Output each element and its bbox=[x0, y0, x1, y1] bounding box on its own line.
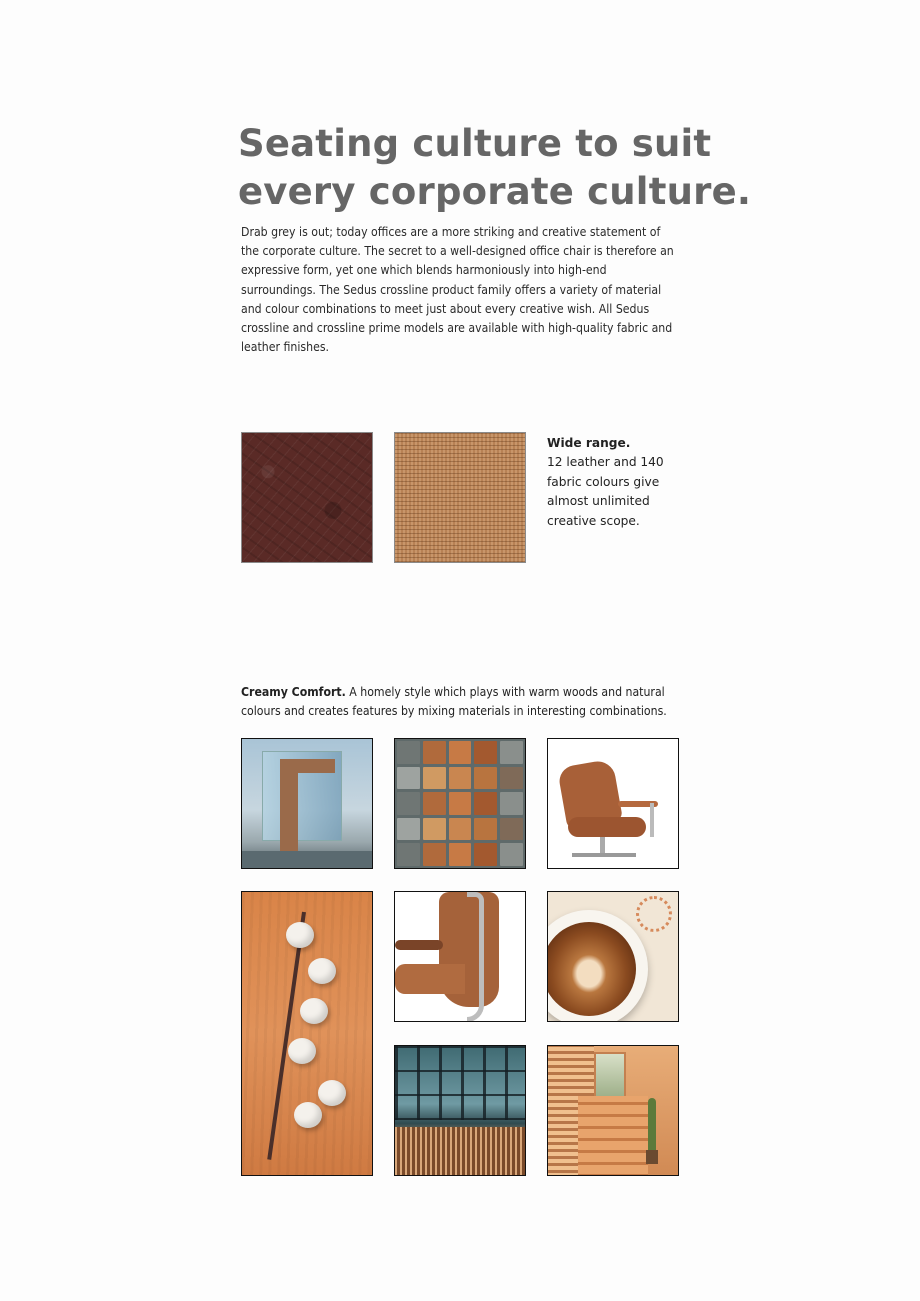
stone-tile bbox=[474, 818, 497, 841]
cotton-branch-photo bbox=[241, 891, 373, 1176]
stone-tile bbox=[449, 792, 472, 815]
stone-tile bbox=[500, 818, 523, 841]
stone-tile bbox=[397, 767, 420, 790]
stone-tiles-photo bbox=[394, 738, 526, 869]
stone-tile bbox=[397, 843, 420, 866]
stone-tile bbox=[423, 767, 446, 790]
stone-tile bbox=[449, 843, 472, 866]
creamy-comfort-caption bbox=[241, 683, 701, 721]
glass-building-photo bbox=[241, 738, 373, 869]
page-title bbox=[238, 120, 858, 216]
page-title-line-2: every corporate culture. bbox=[238, 170, 752, 213]
coffee-cup-photo bbox=[547, 891, 679, 1022]
creamy-comfort-title: Creamy Comfort. bbox=[241, 685, 346, 699]
stone-tile bbox=[500, 741, 523, 764]
stone-tile bbox=[423, 792, 446, 815]
fabric-swatch-image bbox=[394, 432, 526, 563]
office-chair-photo bbox=[547, 738, 679, 869]
stone-tile bbox=[500, 792, 523, 815]
stone-tile bbox=[397, 818, 420, 841]
stone-tile bbox=[474, 767, 497, 790]
stone-tile bbox=[449, 818, 472, 841]
wide-range-caption bbox=[547, 434, 677, 531]
creamy-comfort-text: A homely style which plays with warm woods and natural colours and creates features by mixing materials in interesting combinations. bbox=[241, 685, 667, 719]
page-title-line-1: Seating culture to suit bbox=[238, 122, 712, 165]
stone-tile bbox=[397, 741, 420, 764]
stone-tile bbox=[500, 843, 523, 866]
wide-range-text: 12 leather and 140 fabric colours give almost unlimited creative scope. bbox=[547, 455, 664, 528]
stone-tile bbox=[474, 843, 497, 866]
wooden-staircase-photo bbox=[547, 1045, 679, 1176]
glass-facade-photo bbox=[394, 1045, 526, 1176]
stone-tile bbox=[423, 741, 446, 764]
stone-tile bbox=[423, 818, 446, 841]
stone-tile bbox=[500, 767, 523, 790]
stone-tile bbox=[397, 792, 420, 815]
stone-tile bbox=[449, 767, 472, 790]
chair-detail-photo bbox=[394, 891, 526, 1022]
intro-paragraph: Drab grey is out; today offices are a more striking and creative statement of the corporate culture. The secret to a well-designed office chair is therefore an expressive form, yet one which blends harmoniously into high-end surroundings. The Sedus crossline product family offers a variety of material and colour combinations to meet just about every creative wish. All Sedus crossline and crossline prime models are available with high-quality fabric and leather finishes. bbox=[241, 225, 674, 355]
stone-tile bbox=[474, 741, 497, 764]
stone-tile bbox=[474, 792, 497, 815]
wide-range-title: Wide range. bbox=[547, 436, 631, 450]
stone-tile bbox=[449, 741, 472, 764]
stone-tile bbox=[423, 843, 446, 866]
leather-swatch-image bbox=[241, 432, 373, 563]
